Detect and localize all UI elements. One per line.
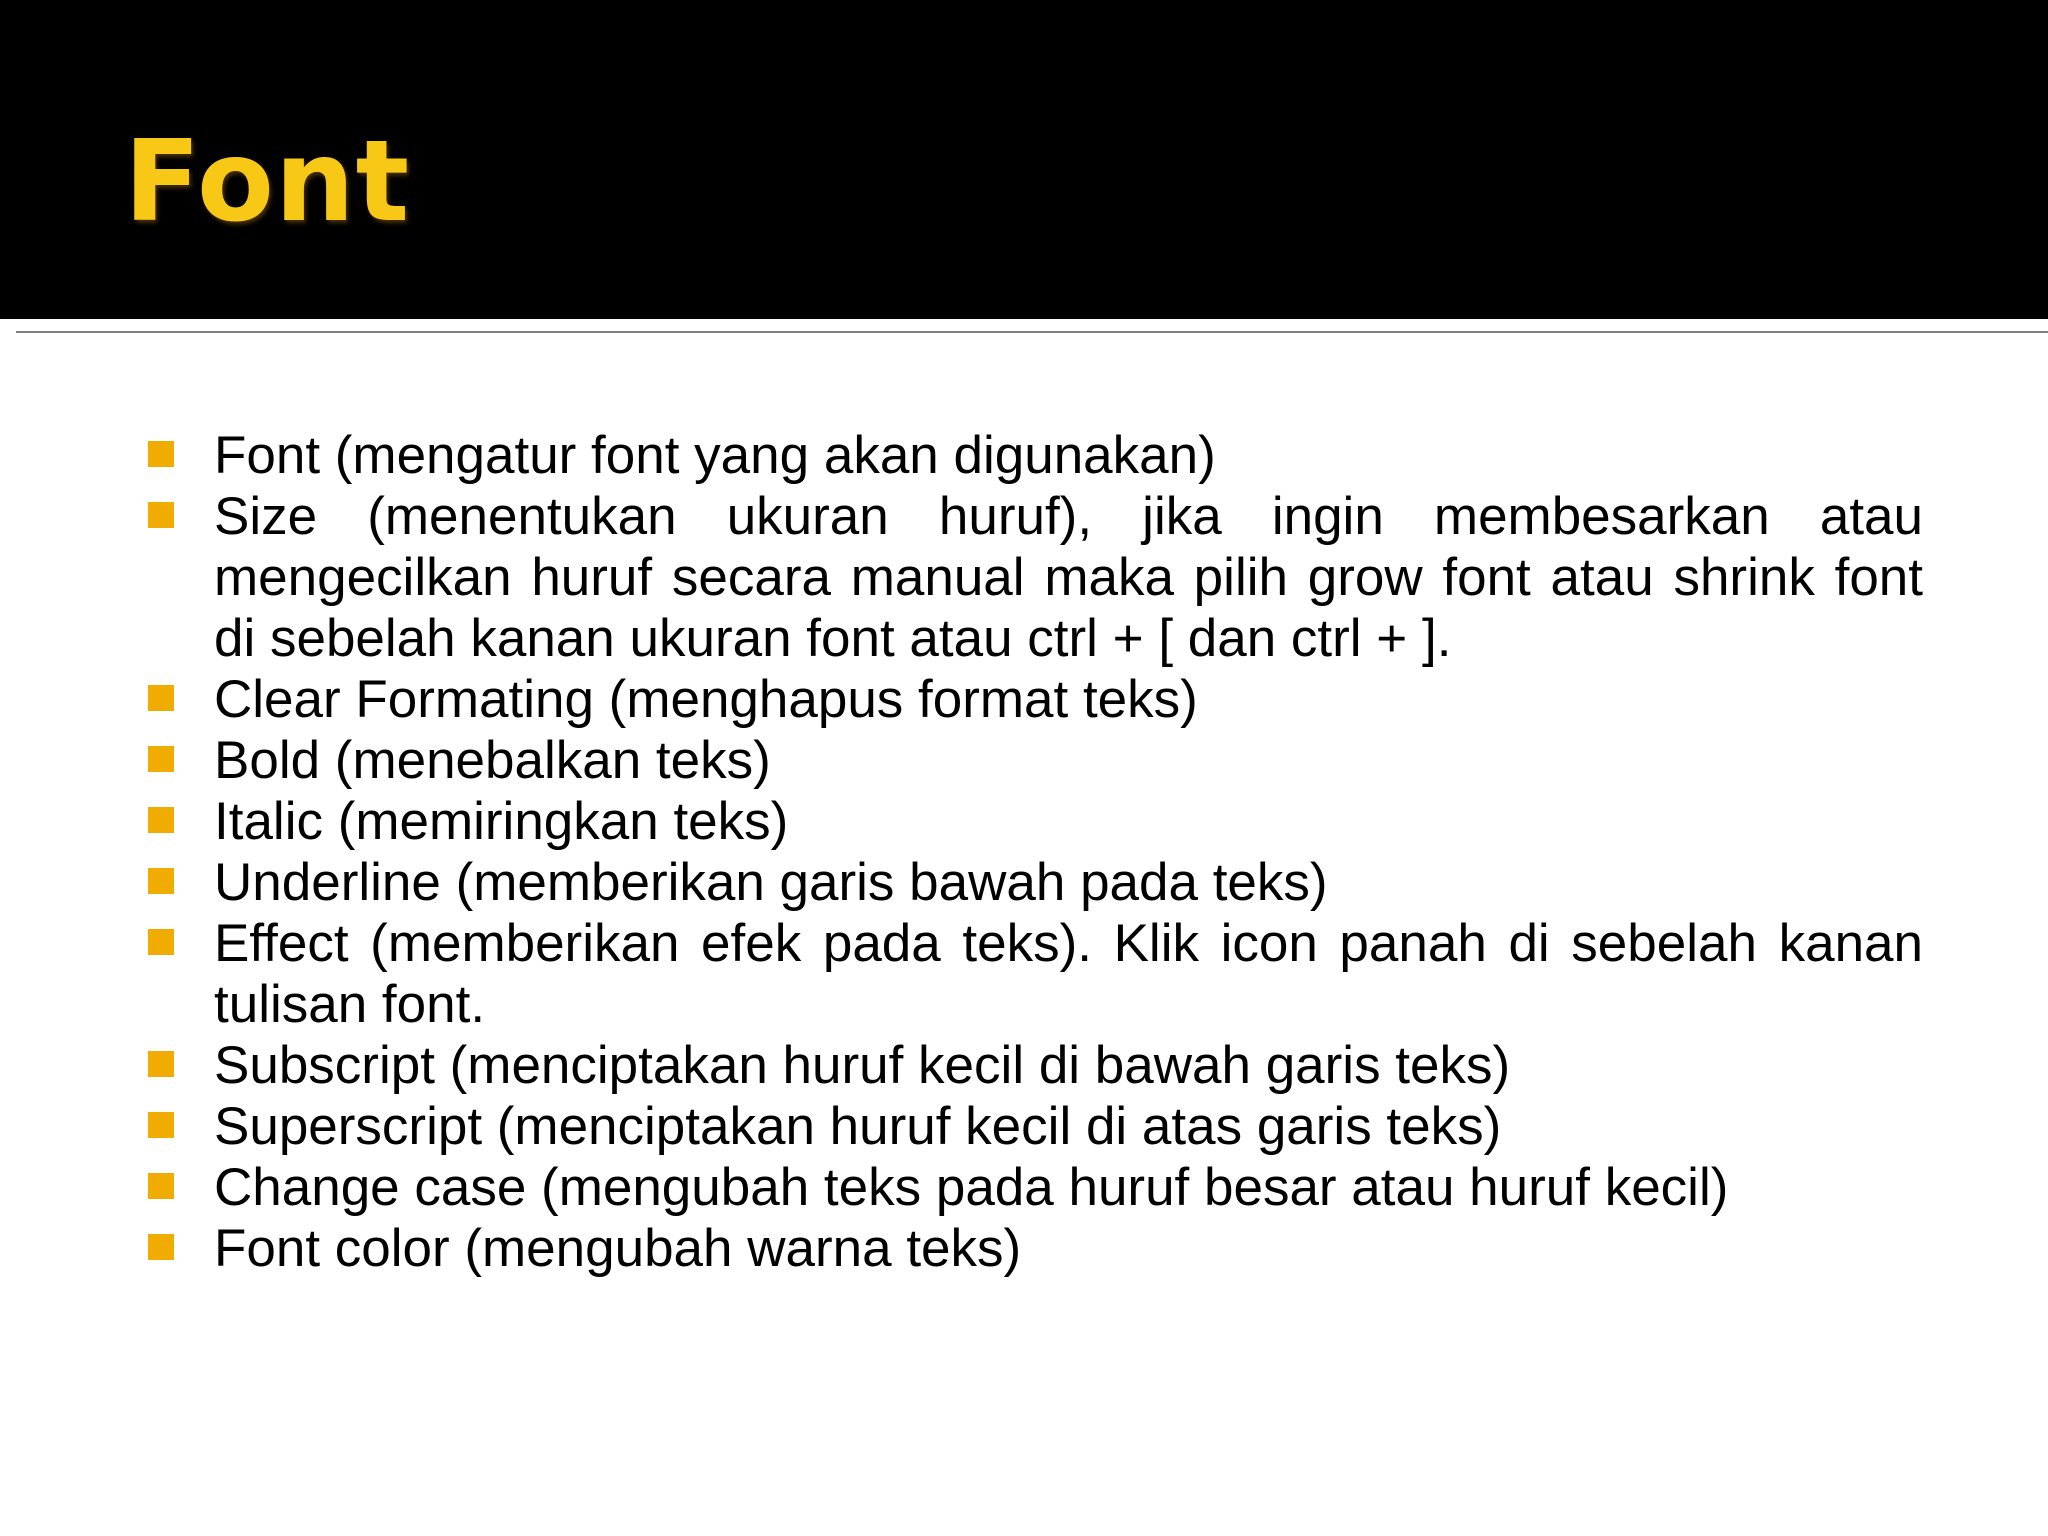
square-bullet-icon xyxy=(148,1051,174,1077)
square-bullet-icon xyxy=(148,868,174,894)
list-item xyxy=(148,730,1923,791)
list-item xyxy=(148,852,1923,913)
square-bullet-icon xyxy=(148,685,174,711)
square-bullet-icon xyxy=(148,746,174,772)
square-bullet-icon xyxy=(148,929,174,955)
list-item xyxy=(148,1157,1923,1218)
square-bullet-icon xyxy=(148,807,174,833)
square-bullet-icon xyxy=(148,441,174,467)
square-bullet-icon xyxy=(148,1173,174,1199)
list-item-text: Italic (memiringkan teks) xyxy=(214,792,789,851)
title-bar xyxy=(0,0,2048,319)
bullet-list xyxy=(148,425,1923,1279)
square-bullet-icon xyxy=(148,1112,174,1138)
list-item xyxy=(148,1096,1923,1157)
list-item xyxy=(148,425,1923,486)
list-item xyxy=(148,1035,1923,1096)
slide-title: Font xyxy=(124,117,411,247)
list-item xyxy=(148,486,1923,669)
square-bullet-icon xyxy=(148,502,174,528)
list-item-text: Subscript (menciptakan huruf kecil di bawah garis teks) xyxy=(214,1036,1511,1095)
list-item-text: Effect (memberikan efek pada teks). Klik icon panah di sebelah kanan tulisan font. xyxy=(214,914,1923,1034)
list-item xyxy=(148,1218,1923,1279)
list-item-text: Clear Formating (menghapus format teks) xyxy=(214,670,1198,729)
list-item-text: Superscript (menciptakan huruf kecil di atas garis teks) xyxy=(214,1097,1502,1156)
list-item-text: Font color (mengubah warna teks) xyxy=(214,1219,1022,1278)
list-item xyxy=(148,913,1923,1035)
list-item xyxy=(148,669,1923,730)
list-item-text: Underline (memberikan garis bawah pada teks) xyxy=(214,853,1328,912)
list-item xyxy=(148,791,1923,852)
list-item-text: Size (menentukan ukuran huruf), jika ingin membesarkan atau mengecilkan huruf secara manual maka pilih grow font atau shrink font di sebelah kanan ukuran font atau ctrl + [ dan ctrl + ]. xyxy=(214,487,1923,668)
title-divider xyxy=(16,331,2048,333)
list-item-text: Font (mengatur font yang akan digunakan) xyxy=(214,426,1216,485)
list-item-text: Bold (menebalkan teks) xyxy=(214,731,771,790)
square-bullet-icon xyxy=(148,1234,174,1260)
list-item-text: Change case (mengubah teks pada huruf besar atau huruf kecil) xyxy=(214,1158,1729,1217)
